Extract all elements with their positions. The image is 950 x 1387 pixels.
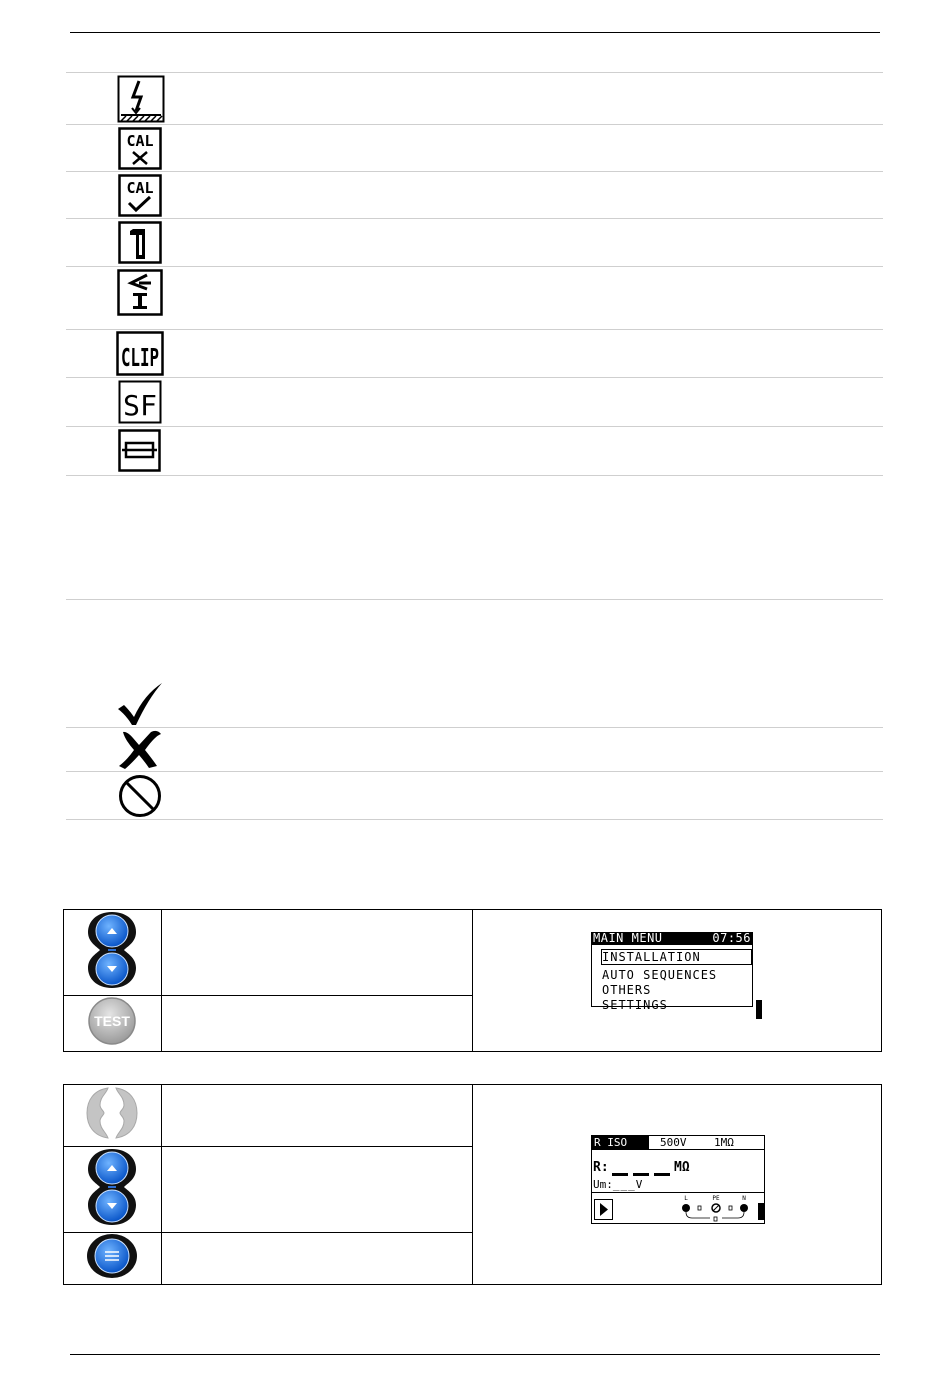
start-icon[interactable] [594,1199,613,1220]
prohibited-icon [117,774,163,818]
table-rule [66,377,883,378]
screen-time: 07:56 [712,931,751,945]
voltage-line: Um:___V [593,1178,643,1191]
table-rule [66,599,883,600]
table-rule [66,426,883,427]
footer-rule [70,1354,880,1355]
key-cell [64,1085,162,1147]
voltage-label: Um: [593,1178,613,1191]
tab-limit[interactable]: 1MΩ [714,1136,734,1149]
screen-tab-bar [592,1136,764,1150]
battery-icon [758,1203,764,1220]
menu-item-auto-sequences[interactable]: AUTO SEQUENCES [602,968,718,982]
key-cell [64,1233,162,1285]
description-cell [162,1085,473,1147]
riso-screen [591,1135,765,1224]
svg-text:CAL: CAL [126,132,154,150]
description-cell [162,996,473,1052]
result-unit: MΩ [674,1160,690,1175]
probe-icon [118,221,162,264]
table-rule [66,171,883,172]
key-cell [64,1147,162,1233]
battery-icon [756,1000,762,1019]
up-down-keys[interactable] [86,1147,138,1232]
cross-icon [117,730,163,770]
clip-icon [116,331,164,376]
tab-voltage[interactable]: 500V [660,1136,687,1149]
up-down-keys[interactable] [86,910,138,995]
tab-function[interactable]: R ISO [592,1136,649,1149]
clamp-meter-icon [117,269,163,316]
result-line [593,1160,609,1176]
table-rule [66,329,883,330]
description-cell [162,1233,473,1285]
fuse-icon [118,429,161,472]
table-rule [66,266,883,267]
header-rule [70,32,880,33]
table-rule [66,475,883,476]
menu-item-others[interactable]: OTHERS [602,983,652,997]
menu-item-settings[interactable]: SETTINGS [602,998,668,1012]
left-right-keys[interactable] [84,1085,140,1146]
description-cell [162,1147,473,1233]
table-rule [66,727,883,728]
menu-item-installation[interactable]: INSTALLATION [602,950,701,964]
result-dashes [612,1173,672,1176]
key-cell [64,996,162,1052]
screen-title-bar [591,932,753,945]
cal-fail-icon [118,127,162,170]
test-key[interactable] [86,996,138,1051]
main-menu-screen [591,932,766,1020]
svg-text:L: L [684,1195,688,1202]
cal-ok-icon [118,174,162,217]
voltage-earth-icon [117,75,165,123]
svg-text:N: N [742,1195,746,1202]
measurement-key-table [63,1084,882,1285]
table-rule [66,218,883,219]
svg-text:CAL: CAL [126,179,154,197]
terminal-diagram [676,1193,756,1223]
screen-title: MAIN MENU [593,931,663,945]
voltage-unit: V [635,1178,643,1191]
check-icon [116,681,164,727]
svg-text:SF: SF [123,389,157,422]
svg-text:PE: PE [712,1195,720,1202]
screen-cell [473,910,882,1052]
table-rule [66,124,883,125]
description-cell [162,910,473,996]
table-rule [66,819,883,820]
table-rule [66,72,883,73]
key-cell [64,910,162,996]
svg-text:TEST: TEST [94,1013,130,1029]
result-label: R: [593,1160,609,1175]
main-menu-key-table [63,909,882,1052]
options-key[interactable] [86,1233,138,1284]
screen-cell [473,1085,882,1285]
svg-text:CLIP: CLIP [121,343,159,372]
sf-icon [118,380,162,424]
table-rule [66,771,883,772]
